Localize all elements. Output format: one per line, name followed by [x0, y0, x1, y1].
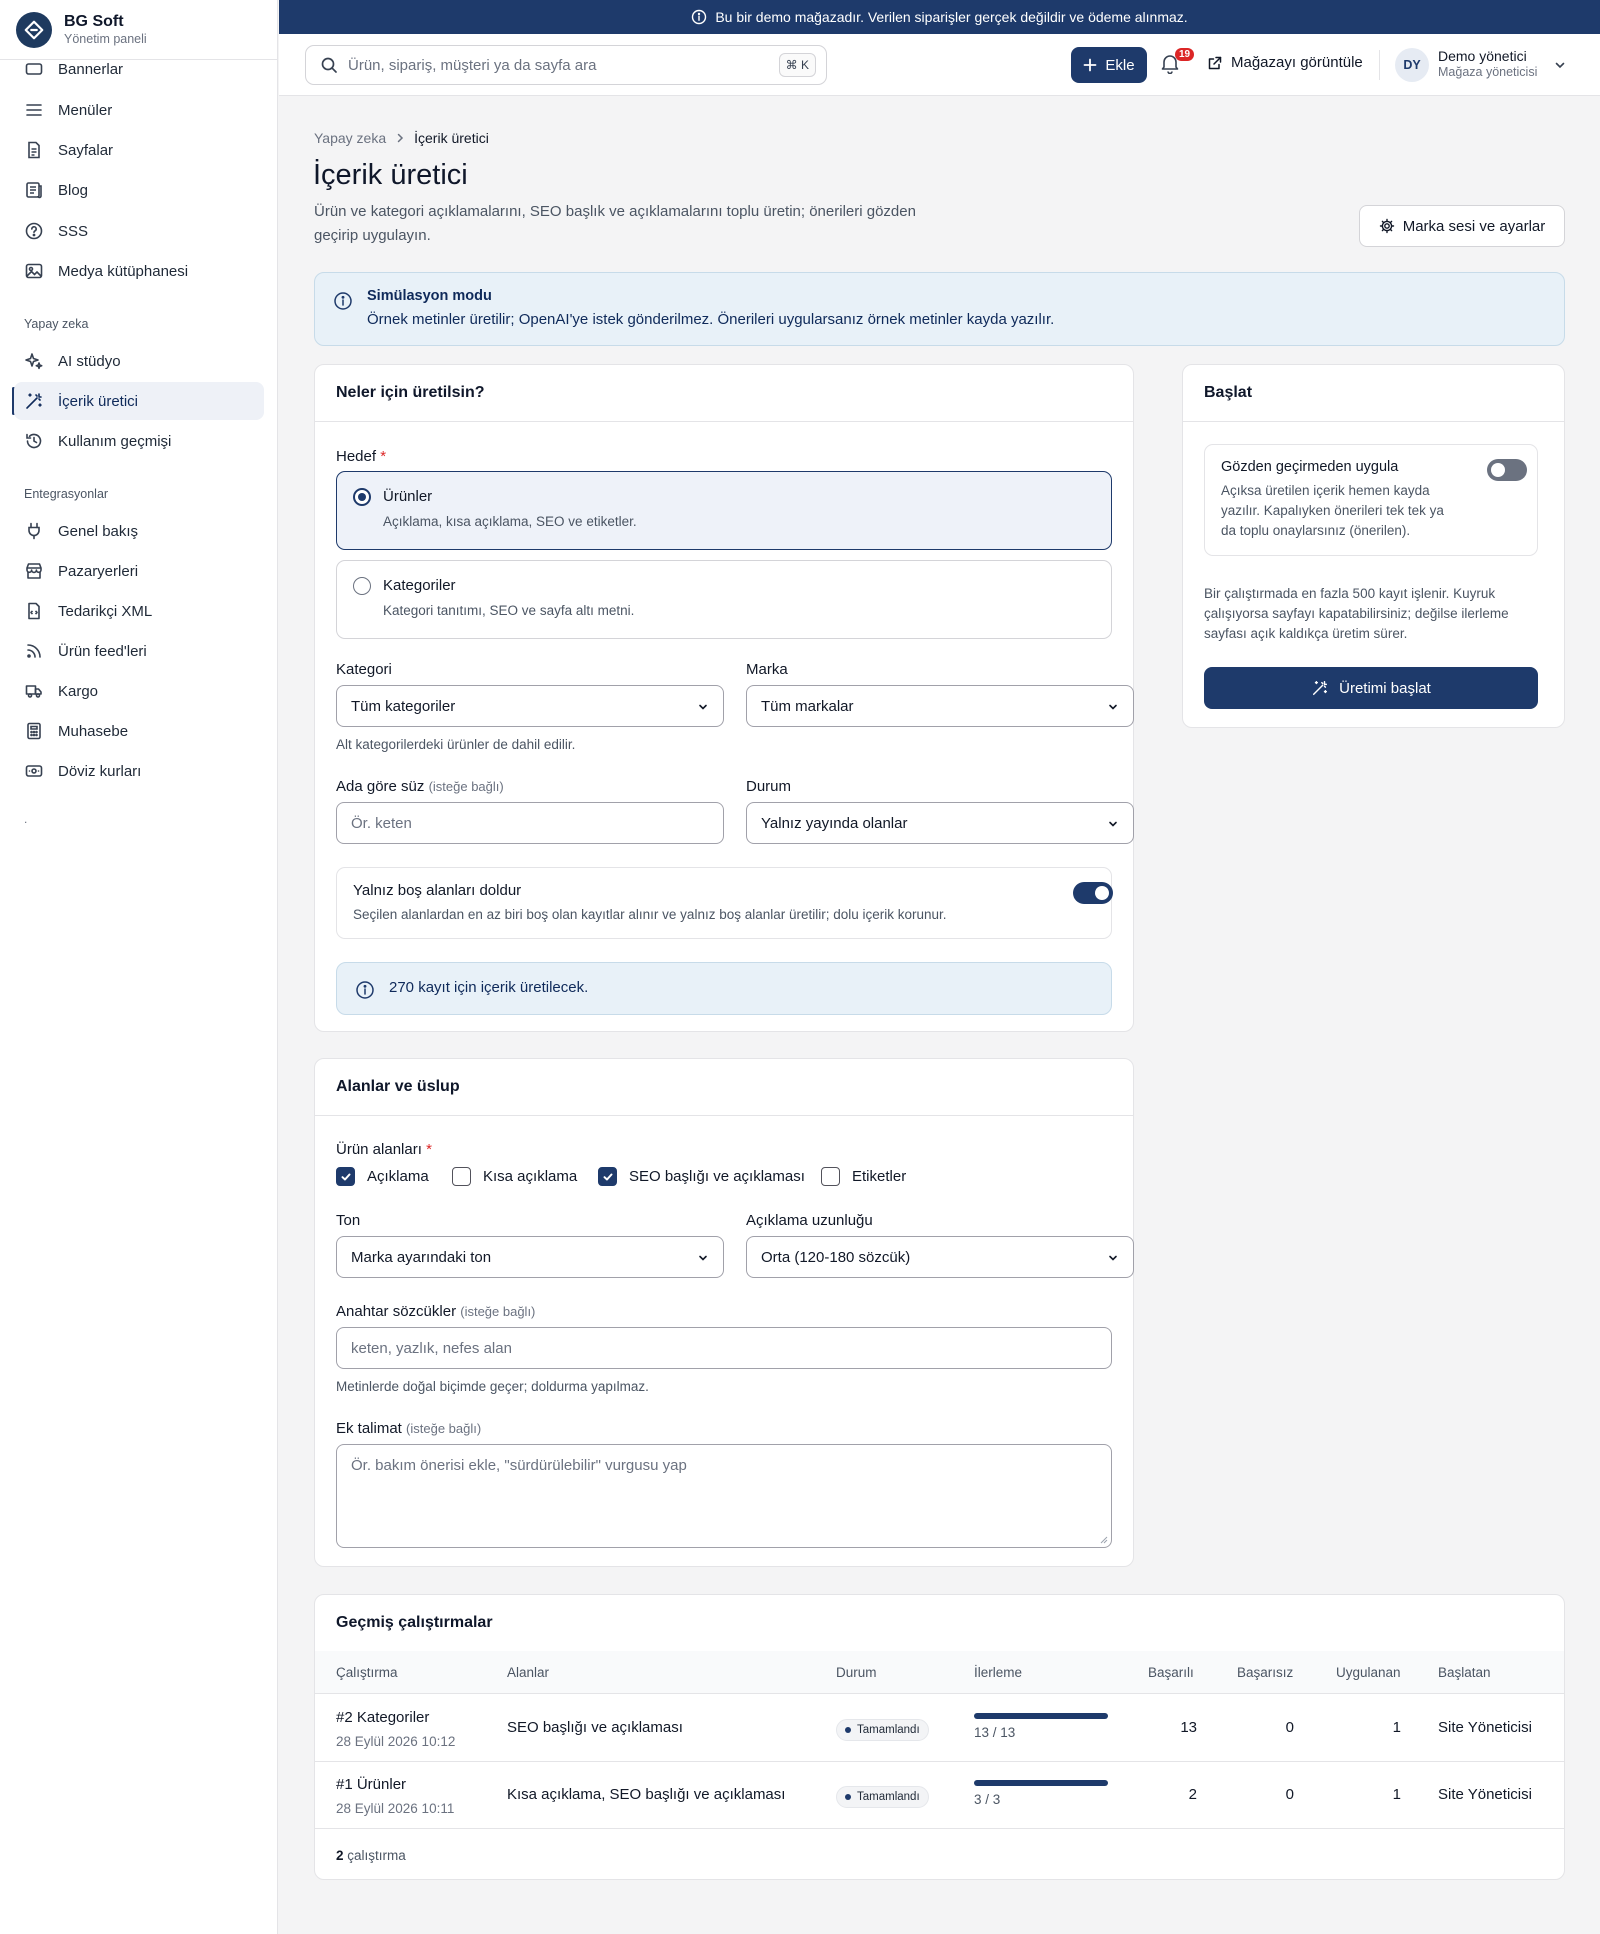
search-icon: [320, 56, 338, 74]
sidebar-item-label: Genel bakış: [58, 522, 139, 540]
tone-select-value: Marka ayarındaki ton: [351, 1248, 492, 1266]
progress-bar: [974, 1713, 1108, 1719]
fields-card-title: Alanlar ve üslup: [315, 1059, 1133, 1116]
fill-empty-desc: Seçilen alanlardan en az biri boş olan kayıtlar alınır ve yalnız boş alanlar üretilir; dolu içerik korunur.: [353, 907, 947, 922]
chevron-down-icon: [1107, 818, 1119, 830]
instruction-placeholder: Ör. bakım önerisi ekle, "sürdürülebilir" vurgusu yap: [351, 1457, 687, 1474]
sidebar-item-faq[interactable]: [14, 212, 264, 250]
target-label-text: Hedef: [336, 448, 377, 465]
simulation-alert: [314, 272, 1565, 346]
record-count-text: 270 kayıt için içerik üretilecek.: [389, 979, 589, 996]
brand-select[interactable]: [746, 685, 1134, 727]
breadcrumb-current: İçerik üretici: [414, 130, 489, 146]
category-select[interactable]: [336, 685, 724, 727]
column-header: Uygulanan: [1336, 1665, 1401, 1680]
instruction-textarea[interactable]: [336, 1444, 1112, 1548]
category-select-value: Tüm kategoriler: [351, 697, 456, 715]
sidebar-item-label: Menüler: [58, 101, 113, 119]
run-date: 28 Eylül 2026 10:12: [336, 1734, 456, 1749]
sidebar-item-label: Ürün feed'leri: [58, 642, 147, 660]
sidebar-item-blog[interactable]: [14, 171, 264, 209]
info-icon: [333, 291, 353, 311]
avatar[interactable]: DY: [1395, 48, 1429, 82]
checkbox-tags[interactable]: [821, 1167, 906, 1186]
run-fields: Kısa açıklama, SEO başlığı ve açıklaması: [507, 1786, 786, 1803]
failed-count: 0: [1285, 1719, 1294, 1736]
media-icon: [24, 261, 44, 281]
checkbox-label: Açıklama: [367, 1168, 429, 1185]
menu-icon: [24, 100, 44, 120]
table-header: [315, 1651, 1564, 1694]
sidebar-item-accounting[interactable]: [14, 712, 264, 750]
name-filter-label: [336, 778, 504, 795]
history-card: [314, 1594, 1565, 1880]
sidebar-item-product-feeds[interactable]: [14, 632, 264, 670]
status-select[interactable]: [746, 802, 1134, 844]
success-count: 13: [1180, 1719, 1197, 1736]
page-icon: [24, 140, 44, 160]
progress-text: 13 / 13: [974, 1725, 1016, 1740]
started-by: Site Yöneticisi: [1438, 1719, 1532, 1736]
start-button-label: Üretimi başlat: [1339, 679, 1431, 697]
applied-count: 1: [1392, 1786, 1401, 1803]
chevron-down-icon: [697, 701, 709, 713]
target-option-products[interactable]: [336, 471, 1112, 550]
column-header: Başarısız: [1237, 1665, 1294, 1680]
run-count-label: çalıştırma: [347, 1848, 406, 1863]
history-card-title: Geçmiş çalıştırmalar: [315, 1595, 1564, 1652]
sidebar-item-label: İçerik üretici: [58, 392, 139, 410]
demo-banner: [279, 0, 1600, 34]
tone-select[interactable]: [336, 1236, 724, 1278]
sidebar-item-content-generator[interactable]: [14, 382, 264, 420]
table-row[interactable]: [315, 1762, 1564, 1829]
target-card-title: Neler için üretilsin?: [315, 365, 1133, 422]
auto-apply-option: [1204, 444, 1538, 556]
plus-icon: [1083, 58, 1105, 72]
product-fields-checkboxes: [336, 1167, 1116, 1189]
length-label: Açıklama uzunluğu: [746, 1212, 873, 1229]
column-header: Durum: [836, 1665, 877, 1680]
sidebar-item-usage-history[interactable]: [14, 422, 264, 460]
sidebar-item-label: Pazaryerleri: [58, 562, 139, 580]
sidebar-item-label: Kargo: [58, 682, 99, 700]
run-fields: SEO başlığı ve açıklaması: [507, 1719, 683, 1736]
required-mark: *: [426, 1141, 432, 1158]
history-icon: [24, 431, 44, 451]
blog-icon: [24, 180, 44, 200]
column-header: Başlatan: [1438, 1665, 1491, 1680]
store-icon: [24, 561, 44, 581]
keywords-placeholder: keten, yazlık, nefes alan: [351, 1339, 512, 1357]
view-store-link[interactable]: [1207, 54, 1363, 71]
sidebar-item-label: AI stüdyo: [58, 352, 121, 370]
fill-empty-option: [336, 867, 1112, 939]
divider: [1379, 50, 1380, 80]
notification-badge: 19: [1175, 48, 1194, 61]
radio-products[interactable]: [353, 488, 371, 506]
user-menu[interactable]: [1438, 48, 1537, 79]
search-input[interactable]: [305, 45, 827, 85]
sidebar-item-menus[interactable]: [14, 91, 264, 129]
sidebar-item-media-library[interactable]: [14, 252, 264, 290]
status-badge: [836, 1786, 929, 1808]
add-button-label: Ekle: [1105, 56, 1135, 74]
brand-subtitle: Yönetim paneli: [64, 32, 147, 46]
xml-file-icon: [24, 601, 44, 621]
help-icon: [24, 221, 44, 241]
brand-voice-settings-button[interactable]: [1359, 205, 1565, 247]
fill-empty-toggle[interactable]: [1073, 882, 1113, 904]
calculator-icon: [24, 721, 44, 741]
status-text: Tamamlandı: [857, 1791, 920, 1803]
sidebar-item-label: Muhasebe: [58, 722, 129, 740]
chevron-down-icon: [697, 1252, 709, 1264]
checkbox-description[interactable]: [336, 1167, 429, 1186]
magic-wand-icon: [24, 391, 44, 411]
brand-voice-button-label: Marka sesi ve ayarlar: [1402, 217, 1546, 235]
run-count: 2: [336, 1848, 344, 1863]
auto-apply-title: Gözden geçirmeden uygula: [1221, 459, 1399, 475]
checkbox-box[interactable]: [452, 1167, 471, 1186]
sidebar-item-shipping[interactable]: [14, 672, 264, 710]
target-option-categories[interactable]: [336, 560, 1112, 639]
target-label: [336, 448, 386, 465]
fill-empty-title: Yalnız boş alanları doldur: [353, 882, 522, 899]
started-by: Site Yöneticisi: [1438, 1786, 1532, 1803]
brand-name: BG Soft: [64, 13, 124, 30]
instruction-label-text: Ek talimat: [336, 1420, 402, 1437]
option-title: Ürünler: [383, 488, 433, 505]
simulation-text: Örnek metinler üretilir; OpenAI'ye istek gönderilmez. Önerileri uygularsanız örnek metinler kayda yazılır.: [367, 311, 1055, 328]
info-icon: [355, 980, 375, 1000]
gear-icon: [1379, 218, 1403, 234]
sidebar-item-ai-studio[interactable]: [14, 342, 264, 380]
product-fields-label-text: Ürün alanları: [336, 1141, 422, 1158]
currency-icon: [24, 761, 44, 781]
auto-apply-toggle[interactable]: [1487, 459, 1527, 481]
radio-categories[interactable]: [353, 577, 371, 595]
applied-count: 1: [1392, 1719, 1401, 1736]
status-badge: [836, 1719, 929, 1741]
progress-bar: [974, 1780, 1108, 1786]
search-shortcut: ⌘ K: [779, 53, 816, 77]
instruction-label: [336, 1420, 481, 1437]
chevron-down-icon[interactable]: [1553, 58, 1567, 72]
start-card: [1182, 364, 1565, 728]
optional-tag: (isteğe bağlı): [460, 1304, 536, 1319]
start-generation-button[interactable]: [1204, 667, 1538, 709]
optional-tag: (isteğe bağlı): [406, 1421, 482, 1436]
breadcrumb-link[interactable]: Yapay zeka: [314, 130, 387, 146]
keywords-label: [336, 1303, 535, 1320]
start-info-text: Bir çalıştırmada en fazla 500 kayıt işlenir. Kuyruk çalışıyorsa sayfayı kapatabilirsiniz; değilse ilerleme sayfası açık kaldıkça üretim sürer.: [1204, 586, 1509, 641]
status-label: Durum: [746, 778, 792, 795]
sidebar-item-supplier-xml[interactable]: [14, 592, 264, 630]
length-select[interactable]: [746, 1236, 1134, 1278]
brand-select-value: Tüm markalar: [761, 697, 854, 715]
brand-logo-icon: [16, 12, 52, 48]
column-header: Çalıştırma: [336, 1665, 398, 1680]
required-mark: *: [380, 448, 387, 465]
column-header: Başarılı: [1148, 1665, 1194, 1680]
table-footer: [336, 1848, 406, 1863]
chevron-down-icon: [1107, 1252, 1119, 1264]
record-count-alert: [336, 962, 1112, 1015]
checkbox-box[interactable]: [821, 1167, 840, 1186]
sidebar-item-label: Döviz kurları: [58, 762, 142, 780]
banner-icon: [24, 59, 44, 79]
column-header: Alanlar: [507, 1665, 550, 1680]
keywords-label-text: Anahtar sözcükler: [336, 1303, 457, 1320]
sidebar-item-marketplaces[interactable]: [14, 552, 264, 590]
chevron-down-icon: [1107, 701, 1119, 713]
rss-icon: [24, 641, 44, 661]
sidebar-item-label: Sayfalar: [58, 141, 114, 159]
sidebar: [0, 0, 278, 1934]
external-link-icon: [1207, 55, 1231, 71]
category-label: Kategori: [336, 661, 392, 678]
resize-handle-icon[interactable]: [1099, 1535, 1108, 1544]
status-text: Tamamlandı: [857, 1724, 920, 1736]
search-placeholder: Ürün, sipariş, müşteri ya da sayfa ara: [348, 56, 597, 74]
checkbox-short-description[interactable]: [452, 1167, 577, 1186]
run-name[interactable]: #2 Kategoriler: [336, 1709, 430, 1726]
sidebar-section-ai: Yapay zeka: [24, 317, 89, 331]
sidebar-section-integrations: Entegrasyonlar: [24, 487, 109, 501]
plug-icon: [24, 521, 44, 541]
sidebar-item-exchange-rates[interactable]: [14, 752, 264, 790]
product-fields-label: [336, 1141, 432, 1158]
page-description: Ürün ve kategori açıklamalarını, SEO başlık ve açıklamalarını toplu üretin; önerileri gözden geçirip uygulayın.: [314, 203, 916, 244]
keywords-input[interactable]: [336, 1327, 1112, 1369]
sidebar-item-label: Tedarikçi XML: [58, 602, 153, 620]
progress-text: 3 / 3: [974, 1792, 1001, 1807]
option-desc: Kategori tanıtımı, SEO ve sayfa altı metni.: [383, 603, 635, 618]
checkbox-label: SEO başlığı ve açıklaması: [629, 1168, 805, 1185]
column-header: İlerleme: [974, 1665, 1023, 1680]
tone-label: Ton: [336, 1212, 361, 1229]
keywords-hint: Metinlerde doğal biçimde geçer; doldurma yapılmaz.: [336, 1379, 649, 1394]
option-title: Kategoriler: [383, 577, 456, 594]
simulation-title: Simülasyon modu: [367, 288, 492, 304]
breadcrumb: [314, 130, 489, 146]
user-role: Mağaza yöneticisi: [1438, 65, 1538, 79]
optional-tag: (isteğe bağlı): [428, 779, 504, 794]
sidebar-footer-dot: .: [24, 812, 28, 826]
sidebar-item-label: Blog: [58, 181, 89, 199]
check-icon[interactable]: [598, 1167, 617, 1186]
sidebar-item-overview[interactable]: [14, 512, 264, 550]
sidebar-item-pages[interactable]: [14, 131, 264, 169]
page-title: İçerik üretici: [313, 159, 468, 191]
magic-wand-icon: [1311, 679, 1339, 697]
sidebar-item-label: Kullanım geçmişi: [58, 432, 172, 450]
sidebar-item-label: SSS: [58, 222, 89, 240]
brand-label: Marka: [746, 661, 788, 678]
status-select-value: Yalnız yayında olanlar: [761, 814, 908, 832]
add-button[interactable]: [1071, 47, 1147, 83]
run-name[interactable]: #1 Ürünler: [336, 1776, 407, 1793]
auto-apply-desc: Açıksa üretilen içerik hemen kayda yazılır. Kapalıyken önerileri tek tek ya da toplu onaylarsınız (önerilen).: [1221, 483, 1444, 538]
chevron-right-icon: [386, 132, 414, 144]
main-content: [279, 96, 1600, 1934]
sidebar-item-label: Medya kütüphanesi: [58, 262, 189, 280]
option-desc: Açıklama, kısa açıklama, SEO ve etiketler.: [383, 514, 637, 529]
user-name: Demo yönetici: [1438, 48, 1527, 64]
notifications-button[interactable]: [1159, 49, 1191, 80]
sparkles-icon: [24, 351, 44, 371]
failed-count: 0: [1285, 1786, 1294, 1803]
demo-banner-text: Bu bir demo mağazadır. Verilen siparişler gerçek değildir ve ödeme alınmaz.: [715, 9, 1188, 25]
truck-icon: [24, 681, 44, 701]
name-filter-placeholder: Ör. keten: [351, 814, 412, 832]
checkbox-label: Etiketler: [852, 1168, 907, 1185]
checkbox-seo[interactable]: [598, 1167, 805, 1186]
name-filter-input[interactable]: [336, 802, 724, 844]
fields-card: [314, 1058, 1134, 1567]
topbar: [279, 34, 1600, 96]
success-count: 2: [1188, 1786, 1197, 1803]
sidebar-item-banners[interactable]: [14, 50, 264, 88]
length-select-value: Orta (120-180 sözcük): [761, 1248, 911, 1266]
run-date: 28 Eylül 2026 10:11: [336, 1801, 455, 1816]
category-hint: Alt kategorilerdeki ürünler de dahil edilir.: [336, 737, 576, 752]
checkbox-label: Kısa açıklama: [483, 1168, 578, 1185]
table-row[interactable]: [315, 1695, 1564, 1762]
name-filter-label-text: Ada göre süz: [336, 778, 425, 795]
view-store-label: Mağazayı görüntüle: [1231, 54, 1363, 71]
sidebar-item-label: Bannerlar: [58, 60, 124, 78]
start-card-title: Başlat: [1183, 365, 1564, 422]
info-icon: [691, 9, 715, 25]
target-card: [314, 364, 1134, 1032]
check-icon[interactable]: [336, 1167, 355, 1186]
